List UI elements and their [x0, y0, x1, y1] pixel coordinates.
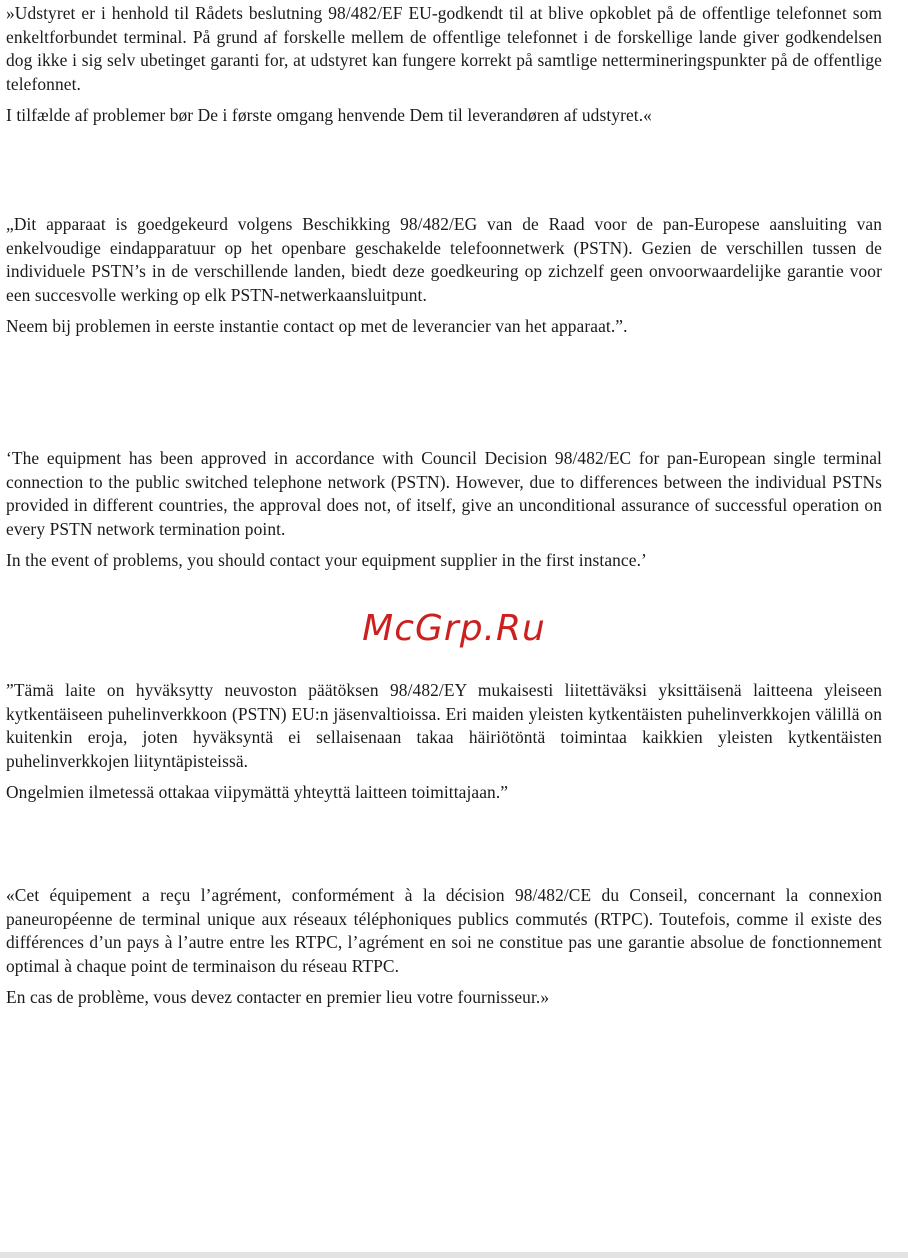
french-notice-paragraph: «Cet équipement a reçu l’agrément, conformément à la décision 98/482/CE du Conseil, concernant la connexion paneuropéenne de terminal unique aux réseaux téléphoniques publics commutés (RTPC). Toutefois, comme il existe des différences d’un pays à l’autre entre les RTPC, l’agrément en soi ne constitue pas une garantie absolue de fonctionnement optimal à chaque point de terminaison du réseau RTPC.	[6, 885, 882, 976]
danish-notice-advice: I tilfælde af problemer bør De i første omgang henvende Dem til leverandøren af udstyret.«	[6, 105, 652, 126]
french-notice-advice: En cas de problème, vous devez contacter en premier lieu votre fournisseur.»	[6, 987, 550, 1008]
watermark-logo: McGrp.Ru	[362, 608, 546, 649]
danish-notice-paragraph: »Udstyret er i henhold til Rådets beslutning 98/482/EF EU-godkendt til at blive opkoblet på de offentlige telefonnet som enkeltforbundet terminal. På grund af forskelle mellem de offentlige telefonnet i de forskellige lande giver godkendelsen dog ikke i sig selv ubetinget garanti for, at udstyret kan fungere korrekt på samtlige nettermineringspunkter på de offentlige telefonnet.	[6, 3, 882, 94]
footer-bar	[0, 1252, 908, 1258]
english-notice-paragraph: ‘The equipment has been approved in accordance with Council Decision 98/482/EC for pan-European single terminal connection to the public switched telephone network (PSTN). However, due to differences between the individual PSTNs provided in different countries, the approval does not, of itself, give an unconditional assurance of successful operation on every PSTN network termination point.	[6, 448, 882, 539]
english-notice-advice: In the event of problems, you should contact your equipment supplier in the first instance.’	[6, 550, 647, 571]
finnish-notice	[6, 679, 882, 805]
english-notice	[6, 447, 882, 573]
dutch-notice-advice: Neem bij problemen in eerste instantie contact op met de leverancier van het apparaat.”.	[6, 316, 628, 337]
danish-notice	[6, 2, 882, 128]
finnish-notice-paragraph: ”Tämä laite on hyväksytty neuvoston päätöksen 98/482/EY mukaisesti liitettäväksi yksittäisenä laitteena yleiseen kytkentäiseen puhelinverkkoon (PSTN) EU:n jäsenvaltioissa. Eri maiden yleisten kytkentäisten puhelinverkkojen välillä on kuitenkin eroja, joten hyväksyntä ei sellaisenaan takaa häiriötöntä toimintaa kaikkien yleisten kytkentäisten puhelinverkkojen liityntäpisteissä.	[6, 680, 882, 771]
french-notice	[6, 884, 882, 1010]
finnish-notice-advice: Ongelmien ilmetessä ottakaa viipymättä yhteyttä laitteen toimittajaan.”	[6, 782, 509, 803]
dutch-notice	[6, 213, 882, 339]
dutch-notice-paragraph: „Dit apparaat is goedgekeurd volgens Beschikking 98/482/EG van de Raad voor de pan-Europese aansluiting van enkelvoudige eindapparatuur op het openbare geschakelde telefoonnetwerk (PSTN). Gezien de verschillen tussen de individuele PSTN’s in de verschillende landen, biedt deze goedkeuring op zichzelf geen onvoorwaardelijke garantie voor een succesvolle werking op elk PSTN-netwerkaansluitpunt.	[6, 214, 882, 305]
